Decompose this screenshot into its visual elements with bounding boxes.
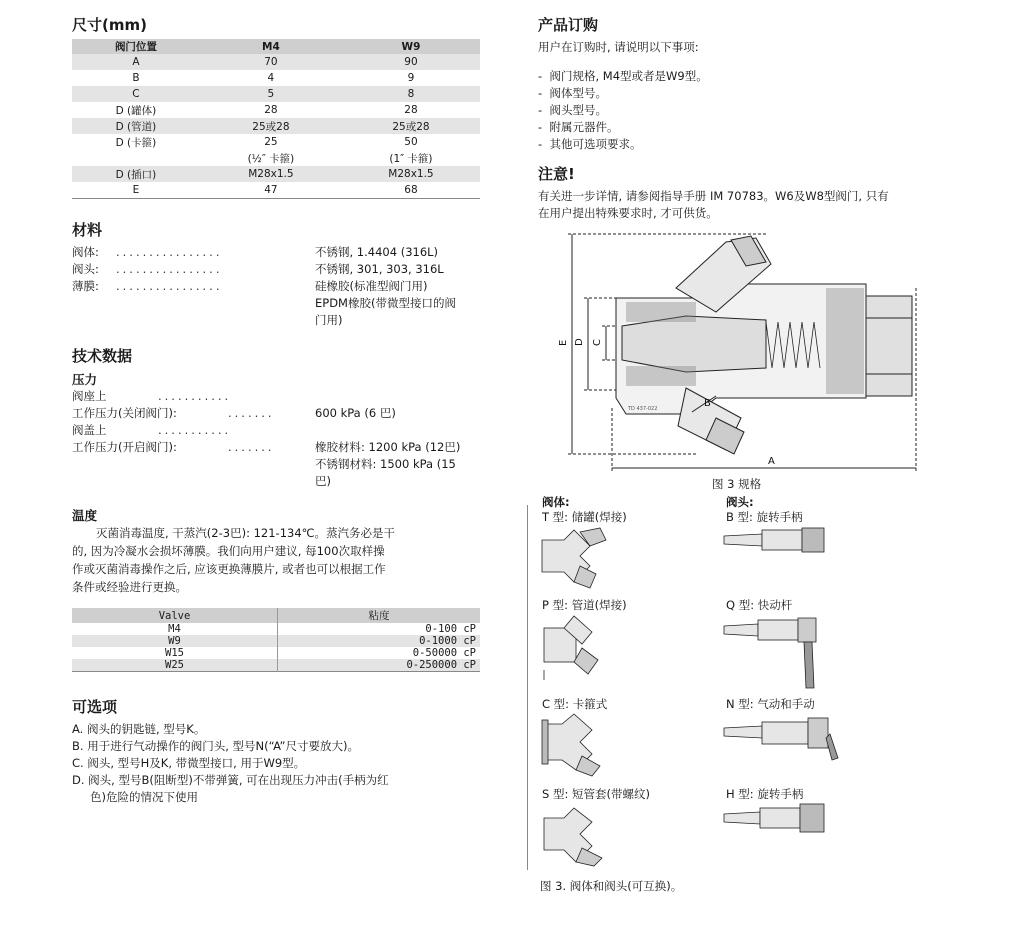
dim-header: 阀门位置 bbox=[72, 39, 200, 54]
material-value: EPDM橡胶(带微型接口的阀 bbox=[315, 296, 456, 310]
head-Q-drawing bbox=[722, 614, 832, 690]
material-value: 硅橡胶(标准型阀门用) bbox=[315, 279, 428, 293]
dim-label-C: C bbox=[592, 339, 603, 346]
visc-header: Valve bbox=[72, 608, 278, 623]
cell: D (罐体) bbox=[115, 104, 157, 117]
ordering-list bbox=[538, 68, 958, 153]
table-row bbox=[72, 118, 480, 134]
head-N-drawing bbox=[722, 714, 842, 762]
cell: 9 bbox=[407, 72, 415, 84]
cell: 25或28 bbox=[200, 118, 342, 134]
table-row bbox=[72, 166, 480, 182]
body-P-drawing bbox=[540, 614, 610, 682]
option-line: D. 阀头, 型号B(阻断型)不带弹簧, 可在出现压力冲击(手柄为红 bbox=[72, 773, 389, 787]
options-title: 可选项 bbox=[72, 698, 118, 716]
cell: D (卡箍) bbox=[115, 136, 157, 149]
paragraph-line: 灭菌消毒温度, 干蒸汽(2-3巴): 121-134℃。蒸汽务必是干 bbox=[96, 526, 396, 540]
materials-title: 材料 bbox=[72, 221, 103, 239]
body-C-drawing bbox=[540, 712, 610, 778]
tech-label: 阀盖上 bbox=[72, 423, 107, 437]
options-list bbox=[72, 721, 482, 806]
head-type-B-label: B 型: 旋转手柄 bbox=[726, 510, 803, 524]
cell bbox=[72, 150, 200, 166]
dim-label-A: A bbox=[768, 456, 775, 467]
body-type-T-label: T 型: 储罐(焊接) bbox=[542, 510, 627, 524]
cell: 90 bbox=[342, 54, 480, 70]
head-type-H-label: H 型: 旋转手柄 bbox=[726, 787, 804, 801]
drawing-code: TD 437-022 bbox=[628, 406, 658, 412]
cell: M28x1.5 bbox=[342, 166, 480, 182]
table-row bbox=[72, 623, 480, 635]
list-item: - 阀门规格, M4型或者是W9型。 bbox=[538, 69, 708, 83]
figure-main-caption: 图 3 规格 bbox=[712, 477, 762, 491]
dim-label-D: D bbox=[574, 338, 585, 346]
cell: E bbox=[132, 184, 140, 196]
cell: W9 bbox=[72, 635, 278, 647]
tech-row bbox=[72, 388, 482, 405]
paragraph-line: 条件或经验进行更换。 bbox=[72, 580, 187, 594]
cell: B bbox=[132, 72, 140, 84]
leader-dots: ....... bbox=[228, 440, 275, 454]
cell: D (插口) bbox=[72, 166, 200, 182]
cell: 0-50000 cP bbox=[412, 647, 476, 659]
body-T-drawing bbox=[540, 526, 610, 590]
leader-dots: ........... bbox=[158, 423, 232, 437]
viscosity-table bbox=[72, 608, 480, 672]
table-row bbox=[72, 70, 480, 86]
pressure-title: 压力 bbox=[72, 372, 98, 387]
material-row bbox=[72, 244, 482, 261]
option-line: 色)危险的情况下使用 bbox=[90, 790, 198, 804]
cell: 28 bbox=[404, 104, 418, 116]
body-type-S-label: S 型: 短管套(带螺纹) bbox=[542, 787, 650, 801]
tech-value: 不锈钢材料: 1500 kPa (15 bbox=[315, 457, 456, 471]
dim-header: M4 bbox=[200, 39, 342, 54]
tech-title: 技术数据 bbox=[72, 347, 133, 365]
left-column bbox=[72, 14, 482, 806]
head-B-drawing bbox=[722, 526, 828, 554]
cell: 0-1000 cP bbox=[278, 635, 481, 647]
material-label: 阀体: bbox=[72, 245, 99, 259]
material-row bbox=[72, 312, 482, 329]
table-row bbox=[72, 182, 480, 199]
cell: C bbox=[72, 86, 200, 102]
cell: 8 bbox=[342, 86, 480, 102]
table-row bbox=[72, 54, 480, 70]
tech-row bbox=[72, 439, 482, 456]
head-H-drawing bbox=[722, 802, 828, 834]
cell: (½″ 卡箍) bbox=[247, 152, 295, 165]
cell: 25或28 bbox=[342, 118, 480, 134]
body-S-drawing bbox=[540, 804, 610, 868]
figure-divider bbox=[527, 505, 528, 870]
leader-dots: ........... bbox=[158, 389, 232, 403]
cell: M28x1.5 bbox=[200, 166, 342, 182]
material-row bbox=[72, 261, 482, 278]
table-row bbox=[72, 86, 480, 102]
cell: A bbox=[72, 54, 200, 70]
table-row bbox=[72, 647, 480, 659]
material-value: 门用) bbox=[315, 313, 343, 327]
tech-label: 阀座上 bbox=[72, 389, 107, 403]
paragraph-line: 的, 因为冷凝水会损坏薄膜。我们向用户建议, 每100次取样操 bbox=[72, 544, 385, 558]
option-line: A. 阀头的钥匙链, 型号K。 bbox=[72, 722, 206, 736]
tech-value: 橡胶材料: 1200 kPa (12巴) bbox=[315, 440, 461, 454]
cell: 68 bbox=[404, 184, 418, 196]
option-line: C. 阀头, 型号H及K, 带微型接口, 用于W9型。 bbox=[72, 756, 306, 770]
bodies-title: 阀体: bbox=[542, 495, 570, 509]
tech-label: 工作压力(开启阀门): bbox=[72, 440, 177, 454]
dimensions-table bbox=[72, 39, 480, 199]
tech-row bbox=[72, 473, 482, 490]
heads-title: 阀头: bbox=[726, 495, 754, 509]
option-line: B. 用于进行气动操作的阀门头, 型号N(“A”尺寸要放大)。 bbox=[72, 739, 359, 753]
cell: W15 bbox=[72, 647, 278, 659]
table-row bbox=[72, 659, 480, 672]
temperature-paragraph bbox=[72, 524, 482, 596]
tech-row bbox=[72, 422, 482, 439]
dim-label-B: B bbox=[704, 398, 711, 409]
cell: 50 bbox=[404, 136, 418, 148]
cell: 25 bbox=[264, 136, 278, 148]
leader-dots: ................ bbox=[116, 262, 223, 276]
ordering-title: 产品订购 bbox=[538, 16, 599, 34]
cell: 47 bbox=[264, 184, 278, 196]
cell: M4 bbox=[72, 623, 278, 635]
tech-value: 600 kPa (6 巴) bbox=[315, 406, 396, 420]
cell: 5 bbox=[200, 86, 342, 102]
dim-header: W9 bbox=[342, 39, 480, 54]
list-item: - 其他可选项要求。 bbox=[538, 137, 642, 151]
ordering-intro: 用户在订购时, 请说明以下事项: bbox=[538, 40, 699, 54]
list-item: - 阀体型号。 bbox=[538, 86, 607, 100]
notice-line: 有关进一步详情, 请参阅指导手册 IM 70783。W6及W8型阀门, 只有 bbox=[538, 189, 889, 203]
tech-row bbox=[72, 456, 482, 473]
material-value: 不锈钢, 1.4404 (316L) bbox=[315, 245, 439, 259]
dim-label-E: E bbox=[558, 339, 569, 346]
cell: W25 bbox=[72, 659, 278, 672]
cell: 4 bbox=[267, 72, 275, 84]
table-row bbox=[72, 635, 480, 647]
list-item: - 附属元器件。 bbox=[538, 120, 619, 134]
cell: 0-100 cP bbox=[425, 623, 476, 635]
head-type-Q-label: Q 型: 快动杆 bbox=[726, 598, 793, 612]
body-type-C-label: C 型: 卡箍式 bbox=[542, 697, 608, 711]
table-row bbox=[72, 150, 480, 166]
material-row bbox=[72, 278, 482, 295]
right-column bbox=[538, 14, 958, 222]
cell: 28 bbox=[264, 104, 278, 116]
tech-row bbox=[72, 405, 482, 422]
list-item: - 阀头型号。 bbox=[538, 103, 607, 117]
visc-header: 粘度 bbox=[278, 608, 481, 623]
cell: 0-250000 cP bbox=[278, 659, 481, 672]
leader-dots: ....... bbox=[228, 406, 275, 420]
head-type-N-label: N 型: 气动和手动 bbox=[726, 697, 815, 711]
material-row bbox=[72, 295, 482, 312]
notice-title: 注意! bbox=[538, 165, 575, 183]
leader-dots: ................ bbox=[116, 245, 223, 259]
cell: 70 bbox=[200, 54, 342, 70]
temperature-title: 温度 bbox=[72, 508, 98, 523]
cell: D (管道) bbox=[72, 118, 200, 134]
body-type-P-label: P 型: 管道(焊接) bbox=[542, 598, 627, 612]
table-row bbox=[72, 102, 480, 118]
material-value: 不锈钢, 301, 303, 316L bbox=[315, 262, 444, 276]
tech-value: 巴) bbox=[315, 474, 331, 488]
valve-dimension-drawing bbox=[558, 228, 938, 480]
tech-label: 工作压力(关闭阀门): bbox=[72, 406, 177, 420]
material-label: 薄膜: bbox=[72, 279, 99, 293]
figure-bottom-caption: 图 3. 阀体和阀头(可互换)。 bbox=[540, 879, 683, 893]
notice-line: 在用户提出特殊要求时, 才可供货。 bbox=[538, 206, 718, 220]
material-label: 阀头: bbox=[72, 262, 99, 276]
table-row bbox=[72, 134, 480, 150]
cell: (1″ 卡箍) bbox=[389, 152, 433, 165]
leader-dots: ................ bbox=[116, 279, 223, 293]
dimensions-title: 尺寸(mm) bbox=[72, 16, 147, 34]
paragraph-line: 作或灭菌消毒操作之后, 应该更换薄膜片, 或者也可以根据工作 bbox=[72, 562, 386, 576]
